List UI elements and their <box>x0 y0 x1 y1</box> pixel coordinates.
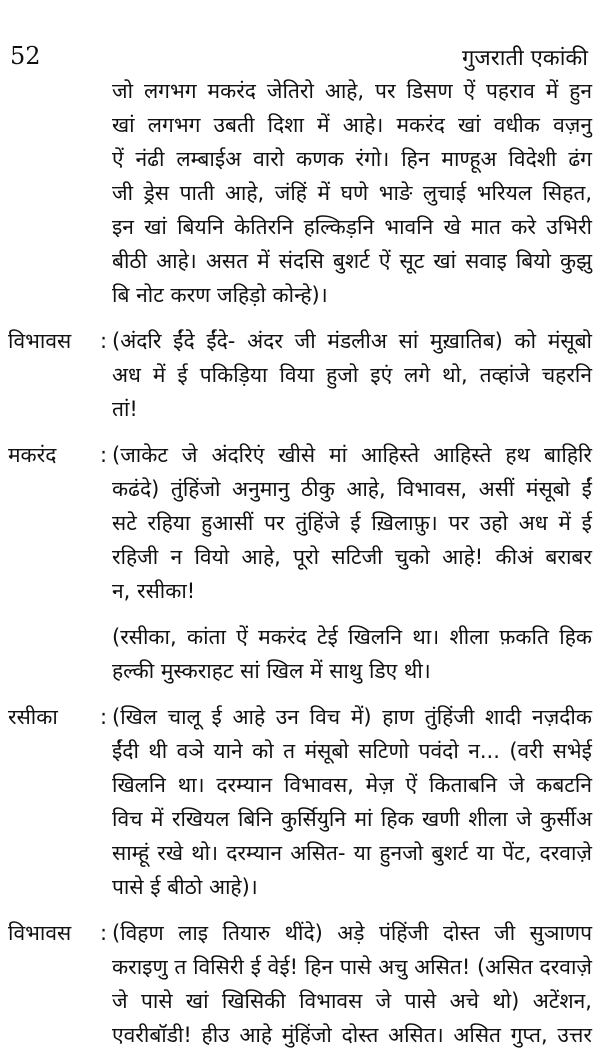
speaker-colon: : <box>100 921 108 945</box>
page-body <box>0 74 600 1052</box>
text-line: पासे ई बीठो आहे)। <box>112 875 258 899</box>
text-line: (जाकेट जे अंदरिएं खीसे मां आहिस्ते आहिस्ते हथ बाहिरि <box>112 443 592 467</box>
text-line: तां! <box>112 397 138 421</box>
text-line: सटे रहिया हुआसीं पर तुंहिंजे ई ख़िलाफ़ु। पर उहो अध में ई <box>112 511 592 535</box>
text-line: न, रसीका! <box>112 579 196 603</box>
text-line: ईंदी थी वञे याने को त मंसूबो सटिणो पवंदो न... (वरी सभेई <box>112 739 592 763</box>
text-line: बि नोट करण जहिड़ो कोन्हे)। <box>112 283 328 307</box>
speaker-colon: : <box>100 329 108 353</box>
text-line: (रसीका, कांता ऐं मकरंद टेई खिलनि था। शीला फ़कति हिक <box>112 625 592 649</box>
text-line: हल्की मुस्कराहट सां खिल में साथु डिए थी। <box>112 659 431 683</box>
speaker-name: रसीका <box>8 705 58 729</box>
speaker-colon: : <box>100 443 108 467</box>
stage-direction-block <box>0 620 600 688</box>
text-line: इन खां बियनि केतिरनि हल्किड़नि भावनि खे मात करे उभिरी <box>112 215 592 239</box>
running-title: गुजराती एकांकी <box>462 46 588 71</box>
text-line: कढंदे) तुंहिंजो अनुमानु ठीकु आहे, विभावस, असीं मंसूबो ईं <box>112 477 592 501</box>
speaker-name: मकरंद <box>8 443 57 467</box>
text-line: विच में रखियल बिनि कुर्सियुनि मां हिक खणी शीला जे कुर्सीअ <box>112 807 592 831</box>
page-header <box>0 0 600 71</box>
stage-direction-block <box>0 74 600 312</box>
text-line: (खिल चालू ई आहे उन विच में) हाण तुंहिंजी शादी नज़दीक <box>112 705 592 729</box>
speaker-name: विभावस <box>8 921 72 945</box>
speaker-colon: : <box>100 705 108 729</box>
text-line: एवरीबॉडी! हीउ आहे मुंहिंजो दोस्त असित। असित गुप्त, उत्तर <box>112 1023 592 1047</box>
text-line: कराइणु त विसिरी ई वेई! हिन पासे अचु असित! (असित दरवाज़े <box>112 955 592 979</box>
page-number: 52 <box>10 42 41 70</box>
text-line: बीठी आहे। असत में संदसि बुशर्ट ऐं सूट खां सवाइ बियो कुझु <box>112 249 592 273</box>
text-line: साम्हूं रखे थो। दरम्यान असित- या हुनजो बुशर्ट या पेंट, दरवाज़े <box>112 841 592 865</box>
text-line: (अंदरि ईंदे ईंदे- अंदर जी मंडलीअ सां मुख़ातिब) को मंसूबो <box>112 329 592 353</box>
text-line: अध में ई पकिड़िया विया हुजो इएं लगे थो, तव्हांजे चहरनि <box>112 363 592 387</box>
text-line: रहिजी न वियो आहे, पूरो सटिजी चुको आहे! कीअं बराबर <box>112 545 592 569</box>
text-line: खिलनि था। दरम्यान विभावस, मेज़ ऐं किताबनि जे कबटनि <box>112 773 592 797</box>
dialogue-block <box>0 438 600 608</box>
text-line: (विहण लाइ तियारु थींदे) अड़े पंहिंजी दोस्त जी सुञाणप <box>112 921 592 945</box>
text-line: जो लगभग मकरंद जेतिरो आहे, पर डिसण ऐं पहराव में हुन <box>112 79 592 103</box>
speaker-name: विभावस <box>8 329 72 353</box>
dialogue-block <box>0 324 600 426</box>
text-line: खां लगभग उबती दिशा में आहे। मकरंद खां वधीक वज़नु <box>112 113 592 137</box>
text-line: ऐं नंढी लम्बाईअ वारो कणक रंगो। हिन माण्हूअ विदेशी ढंग <box>112 147 592 171</box>
dialogue-block <box>0 916 600 1052</box>
dialogue-block <box>0 700 600 904</box>
text-line: जे पासे खां खिसिकी विभावस जे पासे अचे थो) अटेंशन, <box>112 989 592 1013</box>
text-line: जी ड्रेस पाती आहे, जंहिं में घणे भाङे लुचाई भरियल सिहत, <box>112 181 592 205</box>
